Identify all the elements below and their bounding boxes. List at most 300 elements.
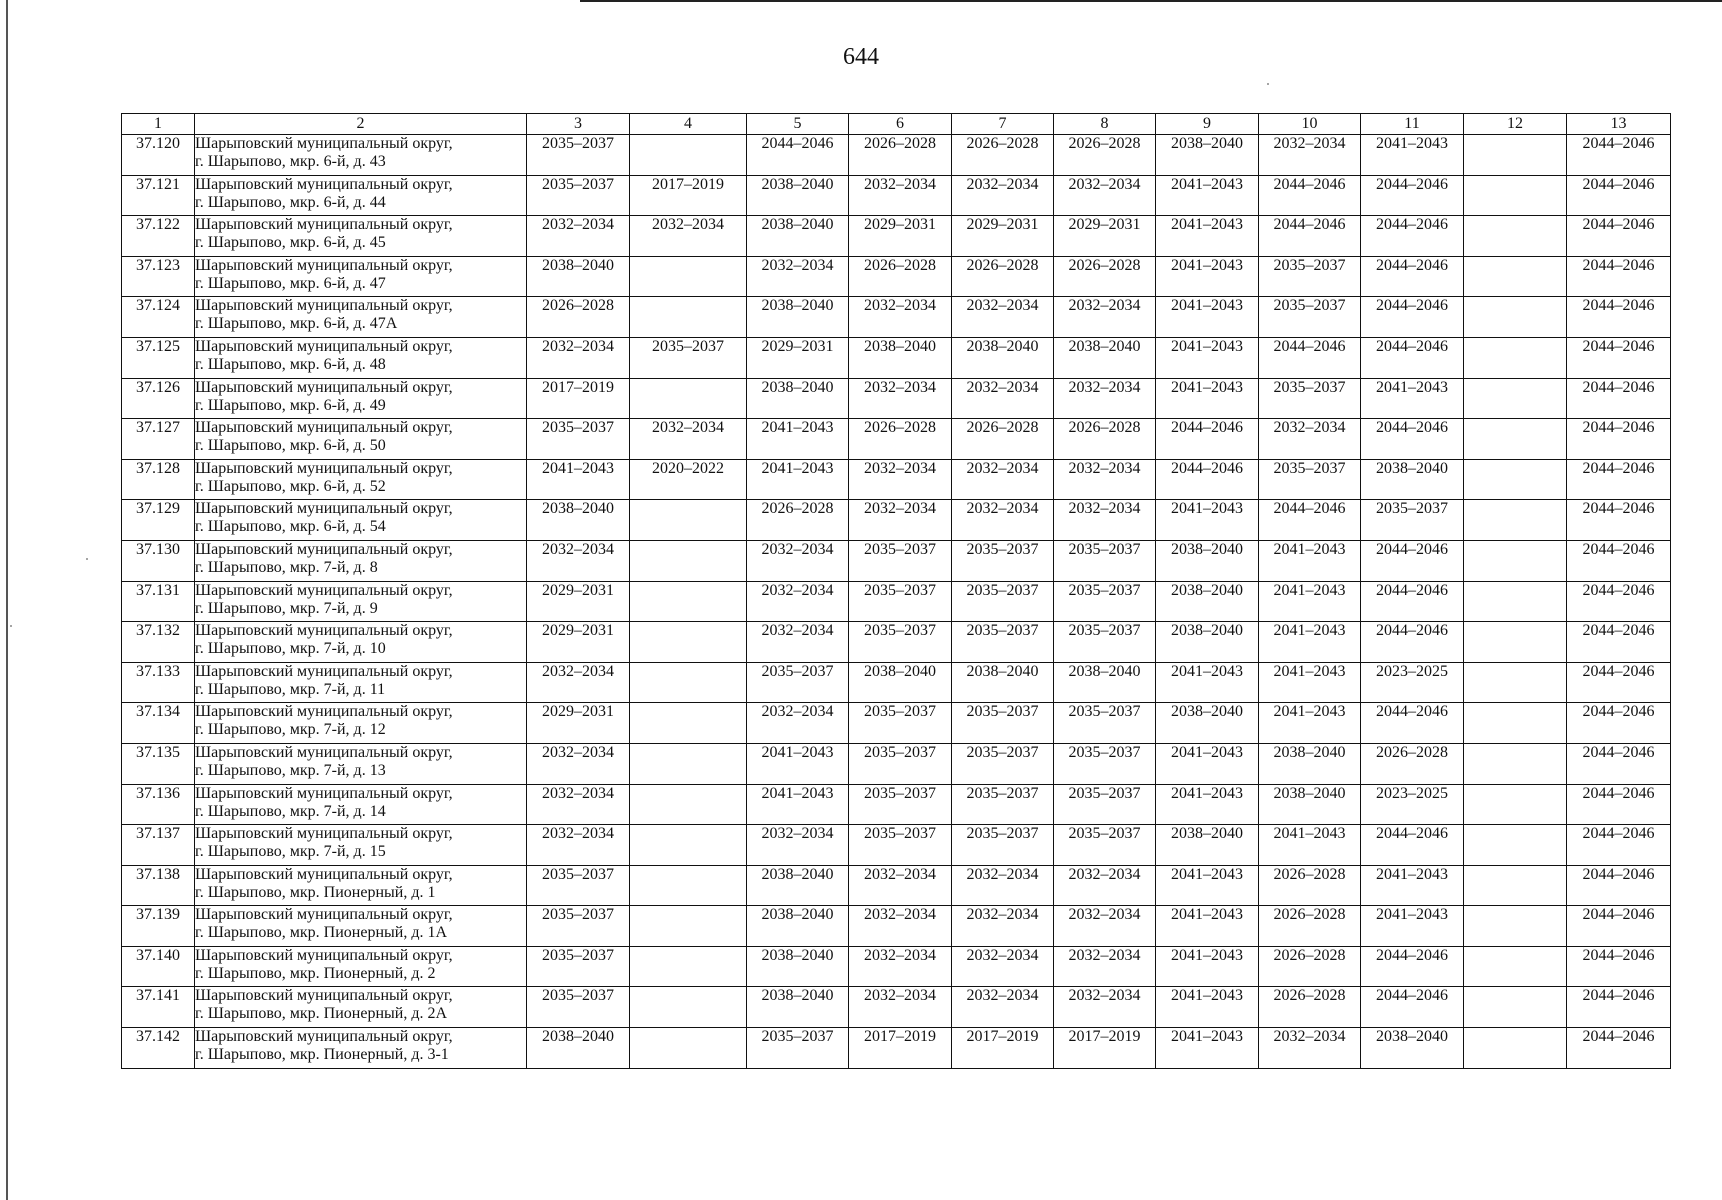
address-cell <box>195 337 527 378</box>
scan-speck <box>86 558 88 560</box>
period-cell-col-8: 2026–2028 <box>1054 419 1156 460</box>
period-cell-col-12 <box>1464 216 1567 257</box>
table-row <box>122 622 1671 663</box>
period-cell-col-7: 2032–2034 <box>952 297 1054 338</box>
address-line-1: Шарыповский муниципальный округ, <box>195 703 453 721</box>
row-number: 37.122 <box>122 216 195 257</box>
table-row <box>122 662 1671 703</box>
schedule-table <box>121 113 1671 1069</box>
table-row <box>122 500 1671 541</box>
period-cell-col-6: 2032–2034 <box>849 500 952 541</box>
period-cell-col-5: 2038–2040 <box>747 297 849 338</box>
period-cell-col-7: 2035–2037 <box>952 784 1054 825</box>
address-line-1: Шарыповский муниципальный округ, <box>195 216 453 234</box>
period-cell-col-3: 2032–2034 <box>527 825 630 866</box>
period-cell-col-11: 2044–2046 <box>1361 946 1464 987</box>
period-cell-col-3: 2038–2040 <box>527 1028 630 1069</box>
period-cell-col-11: 2041–2043 <box>1361 906 1464 947</box>
period-cell-col-9: 2038–2040 <box>1156 581 1259 622</box>
period-cell-col-10: 2041–2043 <box>1259 825 1361 866</box>
address-cell <box>195 865 527 906</box>
table-row <box>122 906 1671 947</box>
period-cell-col-11: 2041–2043 <box>1361 135 1464 176</box>
period-cell-col-12 <box>1464 175 1567 216</box>
address-line-1: Шарыповский муниципальный округ, <box>195 337 453 355</box>
period-cell-col-11: 2026–2028 <box>1361 743 1464 784</box>
period-cell-col-6: 2035–2037 <box>849 703 952 744</box>
period-cell-col-8: 2032–2034 <box>1054 175 1156 216</box>
period-cell-col-11: 2044–2046 <box>1361 987 1464 1028</box>
table-row <box>122 297 1671 338</box>
period-cell-col-9: 2038–2040 <box>1156 622 1259 663</box>
period-cell-col-12 <box>1464 378 1567 419</box>
address-line-2: г. Шарыпово, мкр. Пионерный, д. 3-1 <box>195 1046 449 1064</box>
column-header-12: 12 <box>1464 114 1567 135</box>
period-cell-col-8: 2035–2037 <box>1054 540 1156 581</box>
period-cell-col-9: 2041–2043 <box>1156 987 1259 1028</box>
period-cell-col-3: 2029–2031 <box>527 622 630 663</box>
period-cell-col-9: 2041–2043 <box>1156 500 1259 541</box>
period-cell-col-4 <box>630 1028 747 1069</box>
period-cell-col-13: 2044–2046 <box>1567 378 1671 419</box>
period-cell-col-5: 2041–2043 <box>747 784 849 825</box>
period-cell-col-9: 2038–2040 <box>1156 540 1259 581</box>
address-cell <box>195 581 527 622</box>
period-cell-col-12 <box>1464 581 1567 622</box>
period-cell-col-10: 2035–2037 <box>1259 378 1361 419</box>
address-cell <box>195 216 527 257</box>
period-cell-col-11: 2044–2046 <box>1361 703 1464 744</box>
period-cell-col-7: 2032–2034 <box>952 500 1054 541</box>
period-cell-col-4 <box>630 135 747 176</box>
period-cell-col-3: 2038–2040 <box>527 500 630 541</box>
period-cell-col-12 <box>1464 1028 1567 1069</box>
period-cell-col-4 <box>630 703 747 744</box>
address-line-2: г. Шарыпово, мкр. 6-й, д. 47А <box>195 315 398 333</box>
period-cell-col-12 <box>1464 987 1567 1028</box>
table-row <box>122 865 1671 906</box>
period-cell-col-4 <box>630 906 747 947</box>
period-cell-col-10: 2026–2028 <box>1259 865 1361 906</box>
period-cell-col-5: 2038–2040 <box>747 216 849 257</box>
period-cell-col-12 <box>1464 540 1567 581</box>
row-number: 37.126 <box>122 378 195 419</box>
period-cell-col-12 <box>1464 906 1567 947</box>
period-cell-col-3: 2038–2040 <box>527 256 630 297</box>
period-cell-col-13: 2044–2046 <box>1567 825 1671 866</box>
address-line-1: Шарыповский муниципальный округ, <box>195 865 453 883</box>
address-line-2: г. Шарыпово, мкр. 6-й, д. 52 <box>195 477 386 495</box>
period-cell-col-3: 2032–2034 <box>527 540 630 581</box>
period-cell-col-9: 2041–2043 <box>1156 906 1259 947</box>
period-cell-col-7: 2038–2040 <box>952 337 1054 378</box>
period-cell-col-7: 2035–2037 <box>952 703 1054 744</box>
period-cell-col-6: 2035–2037 <box>849 743 952 784</box>
row-number: 37.139 <box>122 906 195 947</box>
address-cell <box>195 297 527 338</box>
address-line-2: г. Шарыпово, мкр. 6-й, д. 43 <box>195 153 386 170</box>
period-cell-col-4: 2020–2022 <box>630 459 747 500</box>
period-cell-col-10: 2035–2037 <box>1259 459 1361 500</box>
period-cell-col-3: 2035–2037 <box>527 987 630 1028</box>
column-header-1: 1 <box>122 114 195 135</box>
period-cell-col-5: 2026–2028 <box>747 500 849 541</box>
period-cell-col-12 <box>1464 297 1567 338</box>
period-cell-col-8: 2032–2034 <box>1054 500 1156 541</box>
address-cell <box>195 906 527 947</box>
period-cell-col-12 <box>1464 135 1567 176</box>
period-cell-col-12 <box>1464 256 1567 297</box>
period-cell-col-12 <box>1464 337 1567 378</box>
period-cell-col-6: 2026–2028 <box>849 135 952 176</box>
address-line-2: г. Шарыпово, мкр. 6-й, д. 45 <box>195 234 386 252</box>
period-cell-col-11: 2044–2046 <box>1361 337 1464 378</box>
table-row <box>122 135 1671 176</box>
period-cell-col-8: 2032–2034 <box>1054 459 1156 500</box>
period-cell-col-4 <box>630 743 747 784</box>
address-line-1: Шарыповский муниципальный округ, <box>195 175 453 193</box>
period-cell-col-7: 2035–2037 <box>952 743 1054 784</box>
address-cell <box>195 500 527 541</box>
period-cell-col-6: 2032–2034 <box>849 175 952 216</box>
period-cell-col-10: 2035–2037 <box>1259 256 1361 297</box>
period-cell-col-8: 2032–2034 <box>1054 297 1156 338</box>
address-line-1: Шарыповский муниципальный округ, <box>195 256 453 274</box>
address-cell <box>195 662 527 703</box>
period-cell-col-4 <box>630 865 747 906</box>
period-cell-col-11: 2023–2025 <box>1361 784 1464 825</box>
period-cell-col-3: 2035–2037 <box>527 419 630 460</box>
period-cell-col-8: 2032–2034 <box>1054 906 1156 947</box>
period-cell-col-6: 2032–2034 <box>849 459 952 500</box>
period-cell-col-12 <box>1464 459 1567 500</box>
period-cell-col-3: 2032–2034 <box>527 337 630 378</box>
period-cell-col-5: 2035–2037 <box>747 662 849 703</box>
period-cell-col-10: 2032–2034 <box>1259 135 1361 176</box>
period-cell-col-10: 2038–2040 <box>1259 743 1361 784</box>
period-cell-col-4 <box>630 662 747 703</box>
period-cell-col-3: 2035–2037 <box>527 135 630 176</box>
period-cell-col-4 <box>630 500 747 541</box>
column-header-2: 2 <box>195 114 527 135</box>
period-cell-col-5: 2041–2043 <box>747 459 849 500</box>
address-cell <box>195 825 527 866</box>
address-line-2: г. Шарыпово, мкр. Пионерный, д. 2А <box>195 1005 448 1023</box>
period-cell-col-10: 2035–2037 <box>1259 297 1361 338</box>
period-cell-col-4 <box>630 784 747 825</box>
period-cell-col-11: 2035–2037 <box>1361 500 1464 541</box>
period-cell-col-13: 2044–2046 <box>1567 500 1671 541</box>
row-number: 37.121 <box>122 175 195 216</box>
address-line-1: Шарыповский муниципальный округ, <box>195 297 453 315</box>
row-number: 37.132 <box>122 622 195 663</box>
column-header-6: 6 <box>849 114 952 135</box>
period-cell-col-8: 2032–2034 <box>1054 378 1156 419</box>
period-cell-col-7: 2035–2037 <box>952 581 1054 622</box>
address-line-1: Шарыповский муниципальный округ, <box>195 784 453 802</box>
period-cell-col-5: 2032–2034 <box>747 703 849 744</box>
table-row <box>122 1028 1671 1069</box>
row-number: 37.142 <box>122 1028 195 1069</box>
period-cell-col-5: 2032–2034 <box>747 540 849 581</box>
period-cell-col-6: 2035–2037 <box>849 784 952 825</box>
period-cell-col-6: 2038–2040 <box>849 662 952 703</box>
period-cell-col-13: 2044–2046 <box>1567 135 1671 176</box>
period-cell-col-6: 2032–2034 <box>849 297 952 338</box>
address-cell <box>195 175 527 216</box>
period-cell-col-12 <box>1464 419 1567 460</box>
period-cell-col-12 <box>1464 946 1567 987</box>
period-cell-col-9: 2041–2043 <box>1156 865 1259 906</box>
period-cell-col-6: 2017–2019 <box>849 1028 952 1069</box>
period-cell-col-13: 2044–2046 <box>1567 459 1671 500</box>
period-cell-col-10: 2044–2046 <box>1259 216 1361 257</box>
period-cell-col-11: 2044–2046 <box>1361 825 1464 866</box>
period-cell-col-8: 2026–2028 <box>1054 135 1156 176</box>
period-cell-col-6: 2026–2028 <box>849 419 952 460</box>
period-cell-col-3: 2032–2034 <box>527 662 630 703</box>
period-cell-col-10: 2044–2046 <box>1259 175 1361 216</box>
period-cell-col-9: 2041–2043 <box>1156 175 1259 216</box>
period-cell-col-7: 2032–2034 <box>952 946 1054 987</box>
period-cell-col-13: 2044–2046 <box>1567 540 1671 581</box>
period-cell-col-12 <box>1464 865 1567 906</box>
address-line-2: г. Шарыпово, мкр. Пионерный, д. 1 <box>195 883 436 901</box>
period-cell-col-11: 2044–2046 <box>1361 581 1464 622</box>
address-cell <box>195 459 527 500</box>
period-cell-col-10: 2044–2046 <box>1259 500 1361 541</box>
period-cell-col-9: 2041–2043 <box>1156 256 1259 297</box>
period-cell-col-4 <box>630 622 747 663</box>
period-cell-col-12 <box>1464 784 1567 825</box>
period-cell-col-10: 2026–2028 <box>1259 906 1361 947</box>
period-cell-col-10: 2032–2034 <box>1259 1028 1361 1069</box>
period-cell-col-5: 2032–2034 <box>747 581 849 622</box>
address-line-2: г. Шарыпово, мкр. 7-й, д. 15 <box>195 843 386 861</box>
column-header-8: 8 <box>1054 114 1156 135</box>
period-cell-col-5: 2041–2043 <box>747 743 849 784</box>
table-row <box>122 581 1671 622</box>
address-line-1: Шарыповский муниципальный округ, <box>195 135 453 152</box>
period-cell-col-3: 2017–2019 <box>527 378 630 419</box>
row-number: 37.130 <box>122 540 195 581</box>
period-cell-col-11: 2044–2046 <box>1361 216 1464 257</box>
period-cell-col-13: 2044–2046 <box>1567 662 1671 703</box>
period-cell-col-10: 2026–2028 <box>1259 987 1361 1028</box>
address-cell <box>195 256 527 297</box>
row-number: 37.125 <box>122 337 195 378</box>
period-cell-col-7: 2026–2028 <box>952 419 1054 460</box>
period-cell-col-5: 2038–2040 <box>747 865 849 906</box>
period-cell-col-4: 2032–2034 <box>630 419 747 460</box>
address-line-1: Шарыповский муниципальный округ, <box>195 540 453 558</box>
period-cell-col-7: 2032–2034 <box>952 987 1054 1028</box>
period-cell-col-10: 2041–2043 <box>1259 581 1361 622</box>
period-cell-col-7: 2035–2037 <box>952 825 1054 866</box>
period-cell-col-7: 2032–2034 <box>952 865 1054 906</box>
period-cell-col-8: 2035–2037 <box>1054 622 1156 663</box>
address-line-1: Шарыповский муниципальный округ, <box>195 419 453 437</box>
period-cell-col-6: 2032–2034 <box>849 906 952 947</box>
period-cell-col-13: 2044–2046 <box>1567 865 1671 906</box>
period-cell-col-9: 2041–2043 <box>1156 378 1259 419</box>
address-line-2: г. Шарыпово, мкр. 6-й, д. 49 <box>195 396 386 414</box>
row-number: 37.120 <box>122 135 195 176</box>
period-cell-col-9: 2041–2043 <box>1156 216 1259 257</box>
period-cell-col-3: 2032–2034 <box>527 784 630 825</box>
address-cell <box>195 703 527 744</box>
period-cell-col-3: 2035–2037 <box>527 906 630 947</box>
period-cell-col-13: 2044–2046 <box>1567 581 1671 622</box>
row-number: 37.131 <box>122 581 195 622</box>
address-line-2: г. Шарыпово, мкр. 7-й, д. 8 <box>195 558 378 576</box>
period-cell-col-13: 2044–2046 <box>1567 906 1671 947</box>
period-cell-col-11: 2041–2043 <box>1361 865 1464 906</box>
address-line-1: Шарыповский муниципальный округ, <box>195 906 453 924</box>
period-cell-col-4: 2035–2037 <box>630 337 747 378</box>
period-cell-col-13: 2044–2046 <box>1567 256 1671 297</box>
address-line-2: г. Шарыпово, мкр. 6-й, д. 48 <box>195 355 386 373</box>
period-cell-col-13: 2044–2046 <box>1567 946 1671 987</box>
period-cell-col-9: 2038–2040 <box>1156 703 1259 744</box>
table-row <box>122 784 1671 825</box>
table-row <box>122 419 1671 460</box>
address-line-1: Шарыповский муниципальный округ, <box>195 1028 453 1046</box>
period-cell-col-3: 2032–2034 <box>527 216 630 257</box>
address-line-2: г. Шарыпово, мкр. 7-й, д. 10 <box>195 640 386 658</box>
row-number: 37.136 <box>122 784 195 825</box>
row-number: 37.128 <box>122 459 195 500</box>
period-cell-col-4: 2032–2034 <box>630 216 747 257</box>
period-cell-col-12 <box>1464 825 1567 866</box>
period-cell-col-6: 2032–2034 <box>849 946 952 987</box>
address-line-2: г. Шарыпово, мкр. Пионерный, д. 2 <box>195 964 436 982</box>
column-header-3: 3 <box>527 114 630 135</box>
address-cell <box>195 622 527 663</box>
address-cell <box>195 784 527 825</box>
period-cell-col-6: 2032–2034 <box>849 987 952 1028</box>
period-cell-col-13: 2044–2046 <box>1567 175 1671 216</box>
table-row <box>122 216 1671 257</box>
period-cell-col-4 <box>630 825 747 866</box>
address-cell <box>195 743 527 784</box>
period-cell-col-13: 2044–2046 <box>1567 1028 1671 1069</box>
period-cell-col-6: 2032–2034 <box>849 378 952 419</box>
period-cell-col-5: 2041–2043 <box>747 419 849 460</box>
period-cell-col-10: 2044–2046 <box>1259 337 1361 378</box>
address-line-2: г. Шарыпово, мкр. 6-й, д. 50 <box>195 437 386 455</box>
address-line-1: Шарыповский муниципальный округ, <box>195 500 453 518</box>
address-line-1: Шарыповский муниципальный округ, <box>195 987 453 1005</box>
period-cell-col-5: 2032–2034 <box>747 256 849 297</box>
address-line-2: г. Шарыпово, мкр. Пионерный, д. 1А <box>195 924 448 942</box>
period-cell-col-11: 2044–2046 <box>1361 297 1464 338</box>
period-cell-col-9: 2041–2043 <box>1156 662 1259 703</box>
address-line-2: г. Шарыпово, мкр. 6-й, д. 54 <box>195 518 386 536</box>
address-line-1: Шарыповский муниципальный округ, <box>195 946 453 964</box>
address-line-1: Шарыповский муниципальный округ, <box>195 581 453 599</box>
address-line-1: Шарыповский муниципальный округ, <box>195 378 453 396</box>
address-cell <box>195 987 527 1028</box>
period-cell-col-6: 2026–2028 <box>849 256 952 297</box>
table-row <box>122 825 1671 866</box>
period-cell-col-4: 2017–2019 <box>630 175 747 216</box>
period-cell-col-5: 2038–2040 <box>747 946 849 987</box>
period-cell-col-9: 2044–2046 <box>1156 459 1259 500</box>
period-cell-col-8: 2035–2037 <box>1054 784 1156 825</box>
period-cell-col-3: 2035–2037 <box>527 175 630 216</box>
period-cell-col-10: 2041–2043 <box>1259 662 1361 703</box>
period-cell-col-4 <box>630 987 747 1028</box>
period-cell-col-12 <box>1464 500 1567 541</box>
period-cell-col-13: 2044–2046 <box>1567 703 1671 744</box>
period-cell-col-7: 2038–2040 <box>952 662 1054 703</box>
period-cell-col-5: 2044–2046 <box>747 135 849 176</box>
column-header-4: 4 <box>630 114 747 135</box>
address-line-1: Шарыповский муниципальный округ, <box>195 825 453 843</box>
column-header-11: 11 <box>1361 114 1464 135</box>
period-cell-col-5: 2032–2034 <box>747 622 849 663</box>
period-cell-col-6: 2035–2037 <box>849 622 952 663</box>
period-cell-col-5: 2029–2031 <box>747 337 849 378</box>
period-cell-col-6: 2035–2037 <box>849 581 952 622</box>
row-number: 37.127 <box>122 419 195 460</box>
period-cell-col-13: 2044–2046 <box>1567 337 1671 378</box>
period-cell-col-8: 2035–2037 <box>1054 743 1156 784</box>
period-cell-col-5: 2038–2040 <box>747 906 849 947</box>
period-cell-col-9: 2041–2043 <box>1156 784 1259 825</box>
table-row <box>122 703 1671 744</box>
period-cell-col-7: 2026–2028 <box>952 256 1054 297</box>
address-cell <box>195 540 527 581</box>
period-cell-col-8: 2032–2034 <box>1054 865 1156 906</box>
address-line-2: г. Шарыпово, мкр. 7-й, д. 13 <box>195 761 386 779</box>
row-number: 37.137 <box>122 825 195 866</box>
address-line-1: Шарыповский муниципальный округ, <box>195 459 453 477</box>
period-cell-col-7: 2032–2034 <box>952 175 1054 216</box>
period-cell-col-8: 2035–2037 <box>1054 703 1156 744</box>
period-cell-col-10: 2041–2043 <box>1259 540 1361 581</box>
period-cell-col-8: 2035–2037 <box>1054 581 1156 622</box>
period-cell-col-7: 2026–2028 <box>952 135 1054 176</box>
row-number: 37.134 <box>122 703 195 744</box>
row-number: 37.141 <box>122 987 195 1028</box>
row-number: 37.123 <box>122 256 195 297</box>
period-cell-col-12 <box>1464 703 1567 744</box>
column-header-9: 9 <box>1156 114 1259 135</box>
period-cell-col-3: 2029–2031 <box>527 581 630 622</box>
period-cell-col-5: 2038–2040 <box>747 987 849 1028</box>
address-cell <box>195 946 527 987</box>
period-cell-col-11: 2038–2040 <box>1361 1028 1464 1069</box>
period-cell-col-4 <box>630 378 747 419</box>
period-cell-col-5: 2038–2040 <box>747 378 849 419</box>
period-cell-col-7: 2017–2019 <box>952 1028 1054 1069</box>
table-row <box>122 175 1671 216</box>
column-header-10: 10 <box>1259 114 1361 135</box>
address-line-1: Шарыповский муниципальный округ, <box>195 743 453 761</box>
period-cell-col-10: 2038–2040 <box>1259 784 1361 825</box>
period-cell-col-7: 2035–2037 <box>952 540 1054 581</box>
period-cell-col-7: 2029–2031 <box>952 216 1054 257</box>
period-cell-col-8: 2026–2028 <box>1054 256 1156 297</box>
period-cell-col-10: 2041–2043 <box>1259 622 1361 663</box>
table-row <box>122 743 1671 784</box>
row-number: 37.133 <box>122 662 195 703</box>
table-row <box>122 256 1671 297</box>
period-cell-col-13: 2044–2046 <box>1567 987 1671 1028</box>
row-number: 37.138 <box>122 865 195 906</box>
